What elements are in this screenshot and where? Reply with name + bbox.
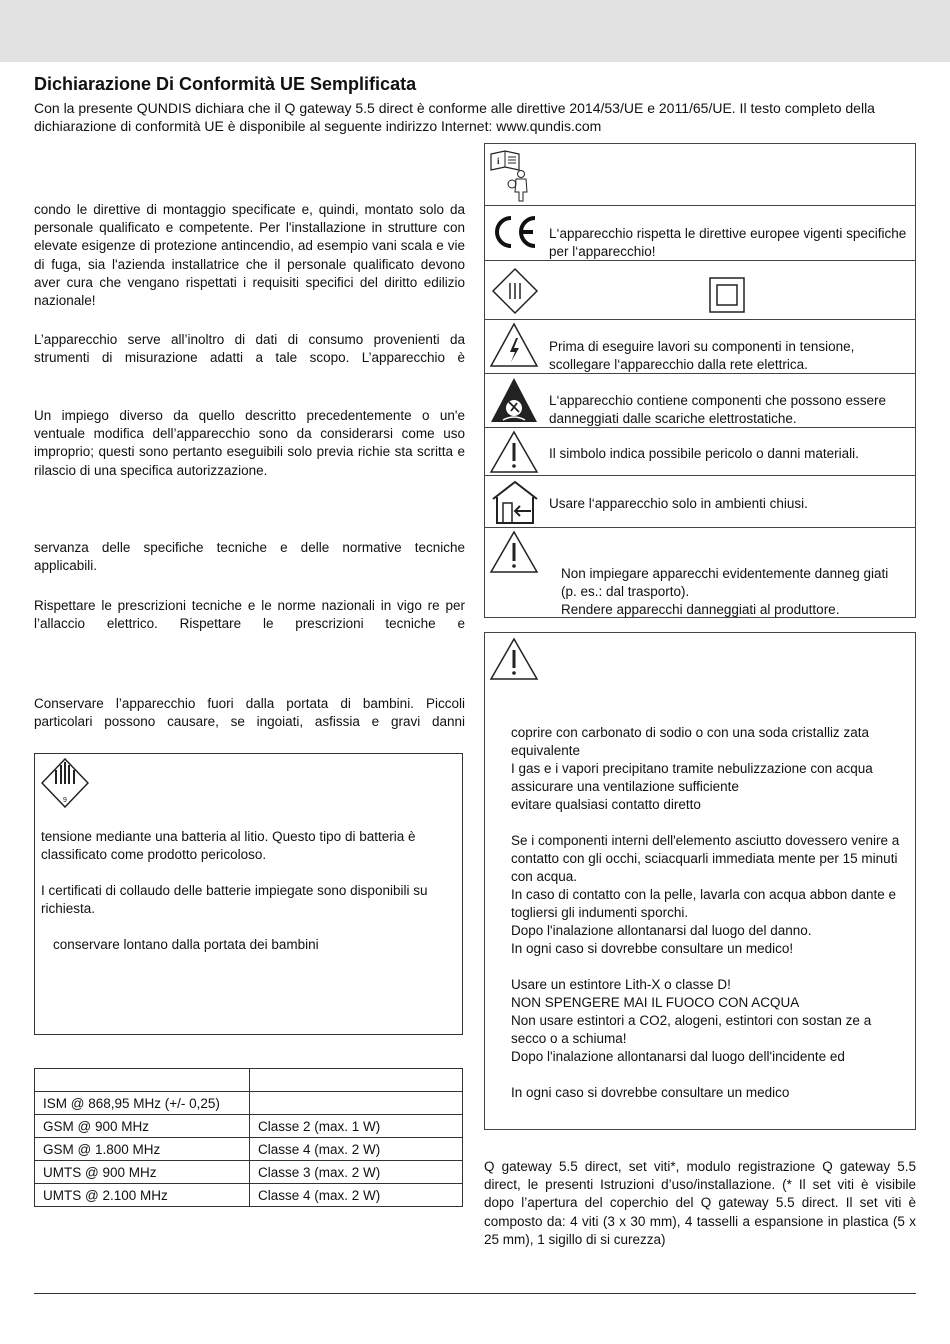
table-cell: UMTS @ 900 MHz [35, 1161, 250, 1184]
symbol-row-indoor [484, 475, 916, 528]
ventilation-text: assicurare una ventilazione sufficiente [511, 779, 739, 794]
indoor-text: Usare l‘apparecchio solo in ambienti chiusi. [549, 496, 808, 511]
symbol-row-warning [484, 427, 916, 476]
table-row [35, 1115, 463, 1138]
battery-certificates-text: I certificati di collaudo delle batterie impiegate sono disponibili su richiesta. [41, 883, 428, 916]
symbol-row-manual [484, 143, 916, 206]
table-cell [250, 1092, 463, 1115]
table-row [35, 1092, 463, 1115]
eyes-text: Se i componenti interni dell'elemento asciutto dovessero venire a contatto con gli occhi, sciacquarli immediata mente per 15 minuti con acqua. [511, 833, 900, 884]
esd-warning-icon [489, 376, 539, 424]
children-paragraph: Conservare l’apparecchio fuori dalla portata di bambini. Piccoli particolari possono causare, se ingoiati, asfissia e gravi danni [34, 696, 465, 730]
read-manual-icon [489, 148, 533, 202]
contact-text: evitare qualsiasi contatto diretto [511, 797, 701, 812]
no-co2-text: Non usare estintori a CO2, alogeni, estintori con sostan ze a secco o a schiuma! [511, 1013, 872, 1046]
table-cell: UMTS @ 2.100 MHz [35, 1184, 250, 1207]
scope-of-delivery-text: Q gateway 5.5 direct, set viti*, modulo registrazione Q gateway 5.5 direct, le presenti Istruzioni d’uso/installazione. (* Il set viti è visibile dopo l’apertura del coperchio del Q gateway 5.5 direct. Il set viti è composto da: 4 viti (3 x 30 mm), 4 tasselli a espansione in plastica (5 x 25 mm), 1 sigillo di si curezza) [484, 1159, 916, 1247]
fire-doctor-text: In ogni caso si dovrebbe consultare un medico [511, 1085, 790, 1100]
table-row [35, 1161, 463, 1184]
spill-text: coprire con carbonato di sodio o con una soda cristalliz zata equivalente [511, 725, 869, 758]
ce-mark-icon [489, 212, 541, 252]
inhalation-text: Dopo l'inalazione allontanarsi dal luogo del danno. [511, 923, 812, 938]
doctor-text: In ogni caso si dovrebbe consultare un medico! [511, 941, 794, 956]
esd-text: L‘apparecchio contiene componenti che possono essere danneggiati dalle scariche elettrostatiche. [549, 393, 886, 426]
table-cell: GSM @ 1.800 MHz [35, 1138, 250, 1161]
table-cell: Classe 3 (max. 2 W) [250, 1161, 463, 1184]
no-water-text: NON SPENGERE MAI IL FUOCO CON ACQUA [511, 995, 800, 1010]
skin-text: In caso di contatto con la pelle, lavarla con acqua abbon dante e togliersi gli indumenti sporchi. [511, 887, 897, 920]
table-row [35, 1138, 463, 1161]
voltage-text: Prima di eseguire lavori su componenti in tensione, scollegare l‘apparecchio dalla rete elettrica. [549, 339, 855, 372]
battery-children-text: conservare lontano dalla portata dei bambini [53, 937, 319, 952]
warning-icon [489, 637, 539, 681]
improper-use-paragraph: Un impiego diverso da quello descritto precedentemente o un'e ventuale modifica dell’apparecchio sono da considerarsi come uso improprio; questi sono pertanto eseguibili solo previa richie sta scritta e rilascio di una specifica autorizzazione. [34, 408, 465, 478]
fire-inhalation-text: Dopo l'inalazione allontanarsi dal luogo dell'incidente ed [511, 1049, 845, 1064]
intended-use-paragraph: L’apparecchio serve all’inoltro di dati di consumo provenienti da strumenti di misurazione adatti a tale scopo. L’apparecchio è [34, 332, 465, 366]
symbol-row-ce [484, 205, 916, 261]
table-cell: Classe 4 (max. 2 W) [250, 1138, 463, 1161]
conformity-heading: Dichiarazione Di Conformità UE Semplificata [34, 74, 417, 94]
table-header-cell [250, 1069, 463, 1092]
footer-divider [34, 1293, 916, 1294]
table-cell: ISM @ 868,95 MHz (+/- 0,25) [35, 1092, 250, 1115]
table-header-cell [35, 1069, 250, 1092]
electrical-paragraph: Rispettare le prescrizioni tecniche e le norme nazionali in vigo re per l’allaccio elettrico. Rispettare le prescrizioni tecniche e [34, 598, 465, 632]
hazard-class-9-icon [41, 758, 89, 808]
lithium-box [484, 632, 916, 1130]
extinguisher-text: Usare un estintore Lith-X o classe D! [511, 977, 731, 992]
frequency-table [34, 1068, 463, 1207]
table-row [35, 1184, 463, 1207]
svg-text:9: 9 [63, 797, 67, 804]
battery-box [34, 753, 463, 1035]
damaged-return-text: Rendere apparecchi danneggiati al produttore. [561, 602, 840, 617]
symbol-row-damaged [484, 527, 916, 618]
warning-text: Il simbolo indica possibile pericolo o danni materiali. [549, 446, 859, 461]
ce-text: L‘apparecchio rispetta le direttive europee vigenti specifiche per l‘apparecchio! [549, 226, 907, 259]
gas-text: I gas e i vapori precipitano tramite nebulizzazione con acqua [511, 761, 873, 776]
symbol-row-class3 [484, 260, 916, 320]
table-header-row [35, 1069, 463, 1092]
high-voltage-icon [489, 322, 539, 368]
symbol-row-voltage [484, 319, 916, 374]
specs-paragraph: servanza delle specifiche tecniche e delle normative tecniche applicabili. [34, 540, 465, 574]
warning-icon [489, 430, 539, 474]
installation-paragraph: condo le direttive di montaggio specificate e, quindi, montato solo da personale qualificato e competente. Per l'installazione in strutture con elevate esigenze di protezione antincendio, ad esempio vani scala e vie di fuga, sia l'azienda installatrice che il personale qualificato devono aver cura che vengano rispettati i requisiti specifici del diritto edilizio nazionale! [34, 202, 465, 309]
protection-class-2-icon [709, 277, 745, 313]
warning-icon [489, 530, 539, 574]
table-cell: GSM @ 900 MHz [35, 1115, 250, 1138]
damaged-text: Non impiegare apparecchi evidentemente danneg giati (p. es.: dal trasporto). [561, 566, 889, 599]
battery-lithium-text: tensione mediante una batteria al litio. Questo tipo di batteria è classificato come prodotto pericoloso. [41, 829, 416, 862]
svg-text:i: i [497, 156, 500, 166]
protection-class-3-icon [491, 267, 539, 315]
indoor-use-icon [489, 479, 541, 525]
header-band [0, 0, 950, 62]
conformity-text: Con la presente QUNDIS dichiara che il Q gateway 5.5 direct è conforme alle direttive 2014/53/UE e 2011/65/UE. Il testo completo della dichiarazione di conformità UE è disponibile al seguente indirizzo Internet: www.qundis.com [34, 100, 875, 134]
table-cell: Classe 2 (max. 1 W) [250, 1115, 463, 1138]
table-cell: Classe 4 (max. 2 W) [250, 1184, 463, 1207]
symbol-row-esd [484, 373, 916, 428]
